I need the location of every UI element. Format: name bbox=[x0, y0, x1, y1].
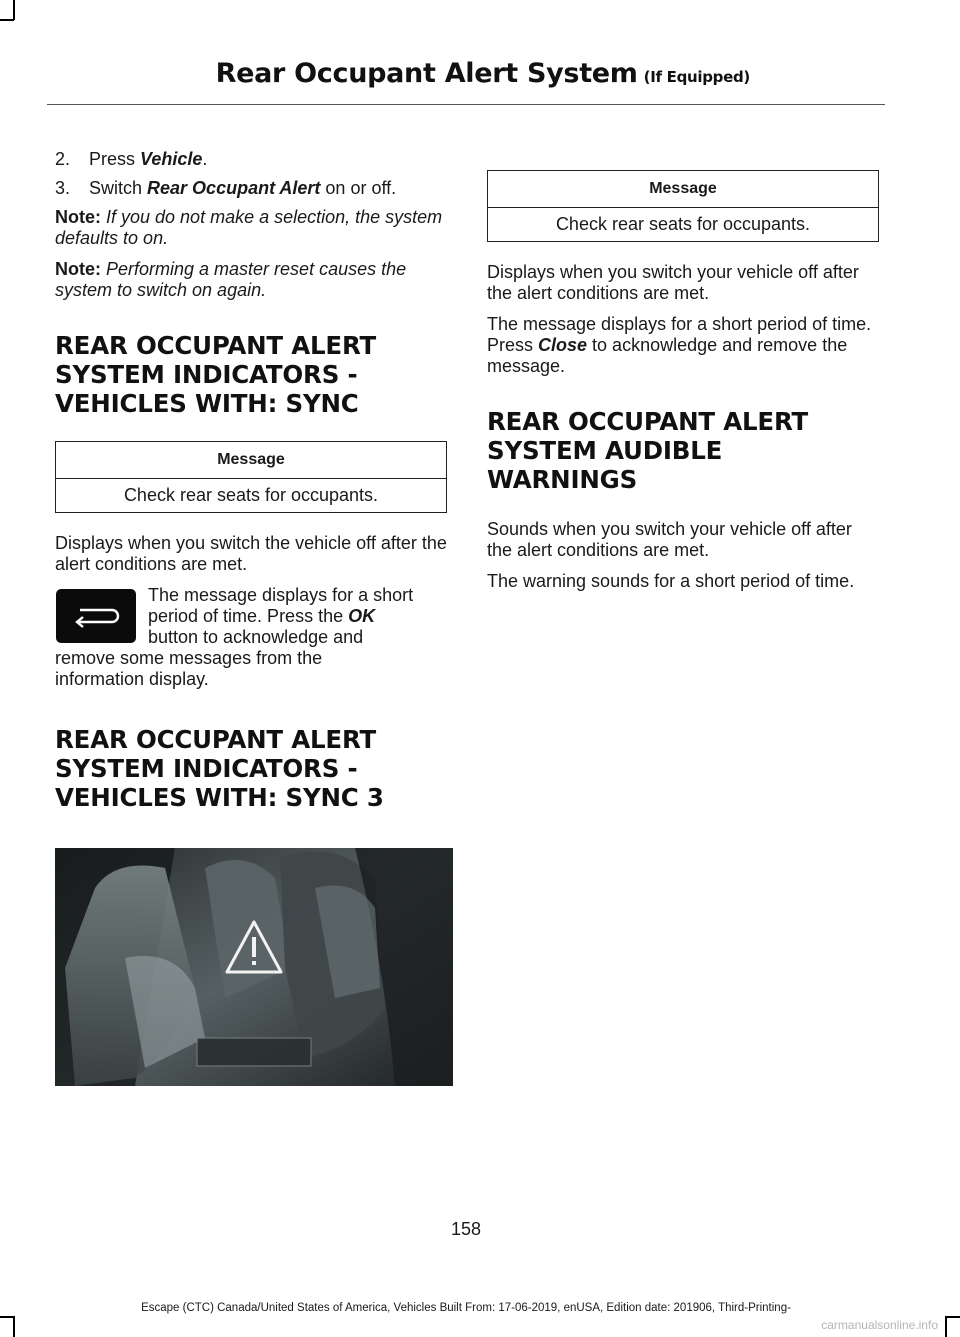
crop-mark bbox=[13, 1316, 15, 1337]
paragraph: The warning sounds for a short period of time. bbox=[487, 571, 855, 591]
paragraph: Sounds when you switch your vehicle off after the alert conditions are met. bbox=[487, 519, 852, 560]
ui-term: Rear Occupant Alert bbox=[147, 178, 321, 198]
ui-term: Close bbox=[538, 335, 588, 355]
crop-mark bbox=[946, 1316, 960, 1318]
footer-text: Escape (CTC) Canada/United States of America, Vehicles Built From: 17-06-2019, enUSA, Edition date: 201906, Third-Printing- bbox=[141, 1302, 791, 1314]
ok-button-paragraph: The message displays for a short period of time. Press the OK button to acknowledge and remove some messages from the information display. bbox=[55, 585, 414, 689]
page-header-subtitle: (If Equipped) bbox=[643, 68, 750, 86]
ui-term: Vehicle bbox=[140, 149, 203, 169]
page-number: 158 bbox=[450, 1219, 482, 1239]
paragraph: Displays when you switch your vehicle off after the alert conditions are met. bbox=[487, 262, 859, 303]
header-divider bbox=[47, 104, 885, 105]
note: Note: Performing a master reset causes the system to switch on again. bbox=[55, 259, 407, 300]
table-header: Message bbox=[56, 442, 446, 479]
page-header-title: Rear Occupant Alert System (If Equipped) bbox=[215, 58, 750, 89]
crop-mark bbox=[13, 0, 15, 20]
section-heading: REAR OCCUPANT ALERT SYSTEM INDICATORS - VEHICLES WITH: SYNC 3 bbox=[55, 725, 384, 812]
message-table bbox=[487, 170, 879, 242]
section-heading: REAR OCCUPANT ALERT SYSTEM AUDIBLE WARNINGS bbox=[487, 407, 809, 494]
crop-mark bbox=[0, 1316, 14, 1318]
right-column bbox=[487, 170, 879, 602]
section-heading: REAR OCCUPANT ALERT SYSTEM INDICATORS - VEHICLES WITH: SYNC bbox=[55, 331, 377, 418]
watermark: carmanualsonline.info bbox=[821, 1318, 938, 1332]
step-number: 2. bbox=[55, 149, 71, 169]
ui-term: OK bbox=[348, 606, 376, 626]
message-table bbox=[55, 441, 447, 513]
return-arrow-icon bbox=[56, 589, 136, 643]
table-cell: Check rear seats for occupants. bbox=[555, 214, 811, 234]
paragraph: The message displays for a short period of time. Press Close to acknowledge and remove the message. bbox=[487, 314, 872, 376]
paragraph: Displays when you switch the vehicle off after the alert conditions are met. bbox=[55, 533, 447, 574]
crop-mark bbox=[0, 19, 14, 21]
crop-mark bbox=[945, 1316, 947, 1337]
table-header: Message bbox=[488, 171, 878, 208]
left-column bbox=[55, 149, 447, 812]
step-number: 3. bbox=[55, 178, 71, 198]
rear-seat-alert-image bbox=[55, 848, 453, 1086]
step-item bbox=[55, 149, 447, 170]
step-text: Press Vehicle. bbox=[89, 149, 208, 169]
step-item bbox=[55, 178, 447, 199]
note: Note: If you do not make a selection, the system defaults to on. bbox=[55, 207, 443, 248]
step-text: Switch Rear Occupant Alert on or off. bbox=[89, 178, 397, 198]
table-cell: Check rear seats for occupants. bbox=[123, 485, 379, 505]
